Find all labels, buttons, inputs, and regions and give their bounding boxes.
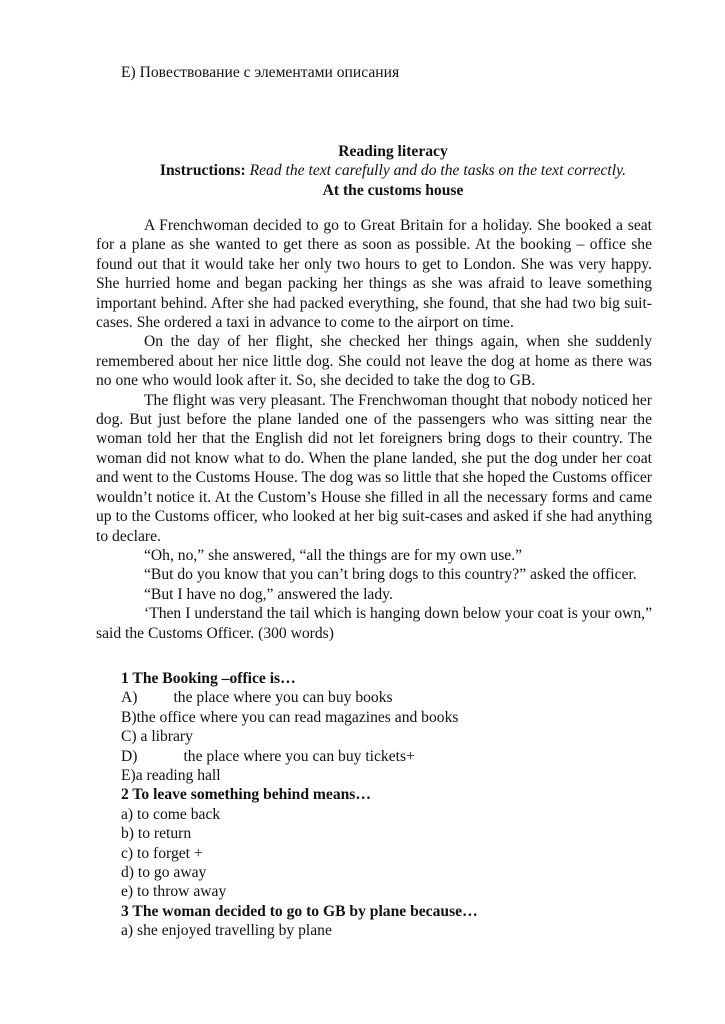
reading-text — [96, 216, 652, 643]
paragraph: The flight was very pleasant. The Frenchwoman thought that nobody noticed her dog. But just before the plane landed one of the passengers who was sitting near the woman told her that the English did not let foreigners bring dogs to their country. The woman did not know what to do. When the plane landed, she put the dog under her coat and went to the Customs House. The dog was so little that she hoped the Customs officer wouldn’t notice it. At the Custom’s House she filled in all the necessary forms and came up to the Customs officer, who looked at her big suit-cases and asked if she had anything to declare. — [96, 391, 652, 545]
reading-header — [121, 142, 665, 200]
option-letter: a) — [121, 922, 134, 940]
question-title: 2 To leave something behind means… — [121, 786, 371, 804]
paragraph: “But I have no dog,” answered the lady. — [144, 585, 393, 603]
option-letter: D) — [121, 747, 138, 765]
question-title: 3 The woman decided to go to GB by plane because… — [121, 902, 478, 920]
section-title: Reading literacy — [338, 143, 448, 160]
answer-option — [121, 747, 641, 766]
answer-option — [121, 824, 641, 843]
answer-option — [121, 805, 641, 824]
option-text: a library — [140, 728, 193, 746]
option-text: a reading hall — [135, 767, 221, 785]
option-text: to forget + — [137, 844, 203, 862]
option-text: to come back — [137, 805, 221, 823]
option-text: to go away — [137, 864, 207, 882]
previous-answer-line: E) Повествование с элементами описания — [121, 64, 400, 81]
paragraph: On the day of her flight, she checked her things again, when she suddenly remembered about her nice little dog. She could not leave the dog at home as there was no one who would look after it. So, she decided to take the dog to GB. — [96, 333, 652, 390]
option-letter: A) — [121, 689, 138, 707]
option-letter: E) — [121, 767, 136, 785]
questions-list — [121, 669, 641, 941]
option-letter: e) — [121, 883, 134, 901]
option-letter: c) — [121, 844, 134, 862]
option-letter: a) — [121, 805, 134, 823]
paragraph: ‘Then I understand the tail which is hanging down below your coat is your own,” said the Customs Officer. (300 words) — [96, 605, 652, 642]
option-letter: C) — [121, 728, 137, 746]
text-title: At the customs house — [322, 181, 464, 199]
question-title: 1 The Booking –office is… — [121, 670, 296, 687]
option-letter: B) — [121, 708, 137, 726]
option-letter: b) — [121, 825, 134, 843]
instructions — [121, 161, 665, 180]
answer-option — [121, 708, 641, 727]
answer-option — [121, 688, 641, 707]
answer-option — [121, 882, 641, 901]
option-text: the office where you can read magazines and books — [136, 708, 459, 726]
paragraph: A Frenchwoman decided to go to Great Britain for a holiday. She booked a seat for a plane as she wanted to get there as soon as possible. At the booking – office she found out that it would take her only two hours to get to London. She was very happy. She hurried home and began packing her things as she was afraid to leave something important behind. After she had packed everything, she found, that she had two big suit-cases. She ordered a taxi in advance to come to the airport on time. — [96, 217, 652, 332]
answer-option — [121, 727, 641, 746]
answer-option — [121, 844, 641, 863]
option-letter: d) — [121, 864, 134, 882]
instructions-label: Instructions: — [159, 162, 246, 180]
option-text: to throw away — [137, 883, 227, 901]
answer-option — [121, 766, 641, 785]
instructions-text: Read the text carefully and do the tasks on the text correctly. — [249, 162, 627, 180]
paragraph: “Oh, no,” she answered, “all the things are for my own use.” — [144, 546, 523, 564]
paragraph: “But do you know that you can’t bring dogs to this country?” asked the officer. — [144, 566, 637, 584]
option-text: the place where you can buy books — [173, 689, 393, 707]
option-text: she enjoyed travelling by plane — [137, 922, 332, 940]
answer-option — [121, 921, 641, 940]
answer-option — [121, 863, 641, 882]
option-text: the place where you can buy tickets+ — [183, 747, 415, 765]
option-text: to return — [137, 825, 192, 843]
